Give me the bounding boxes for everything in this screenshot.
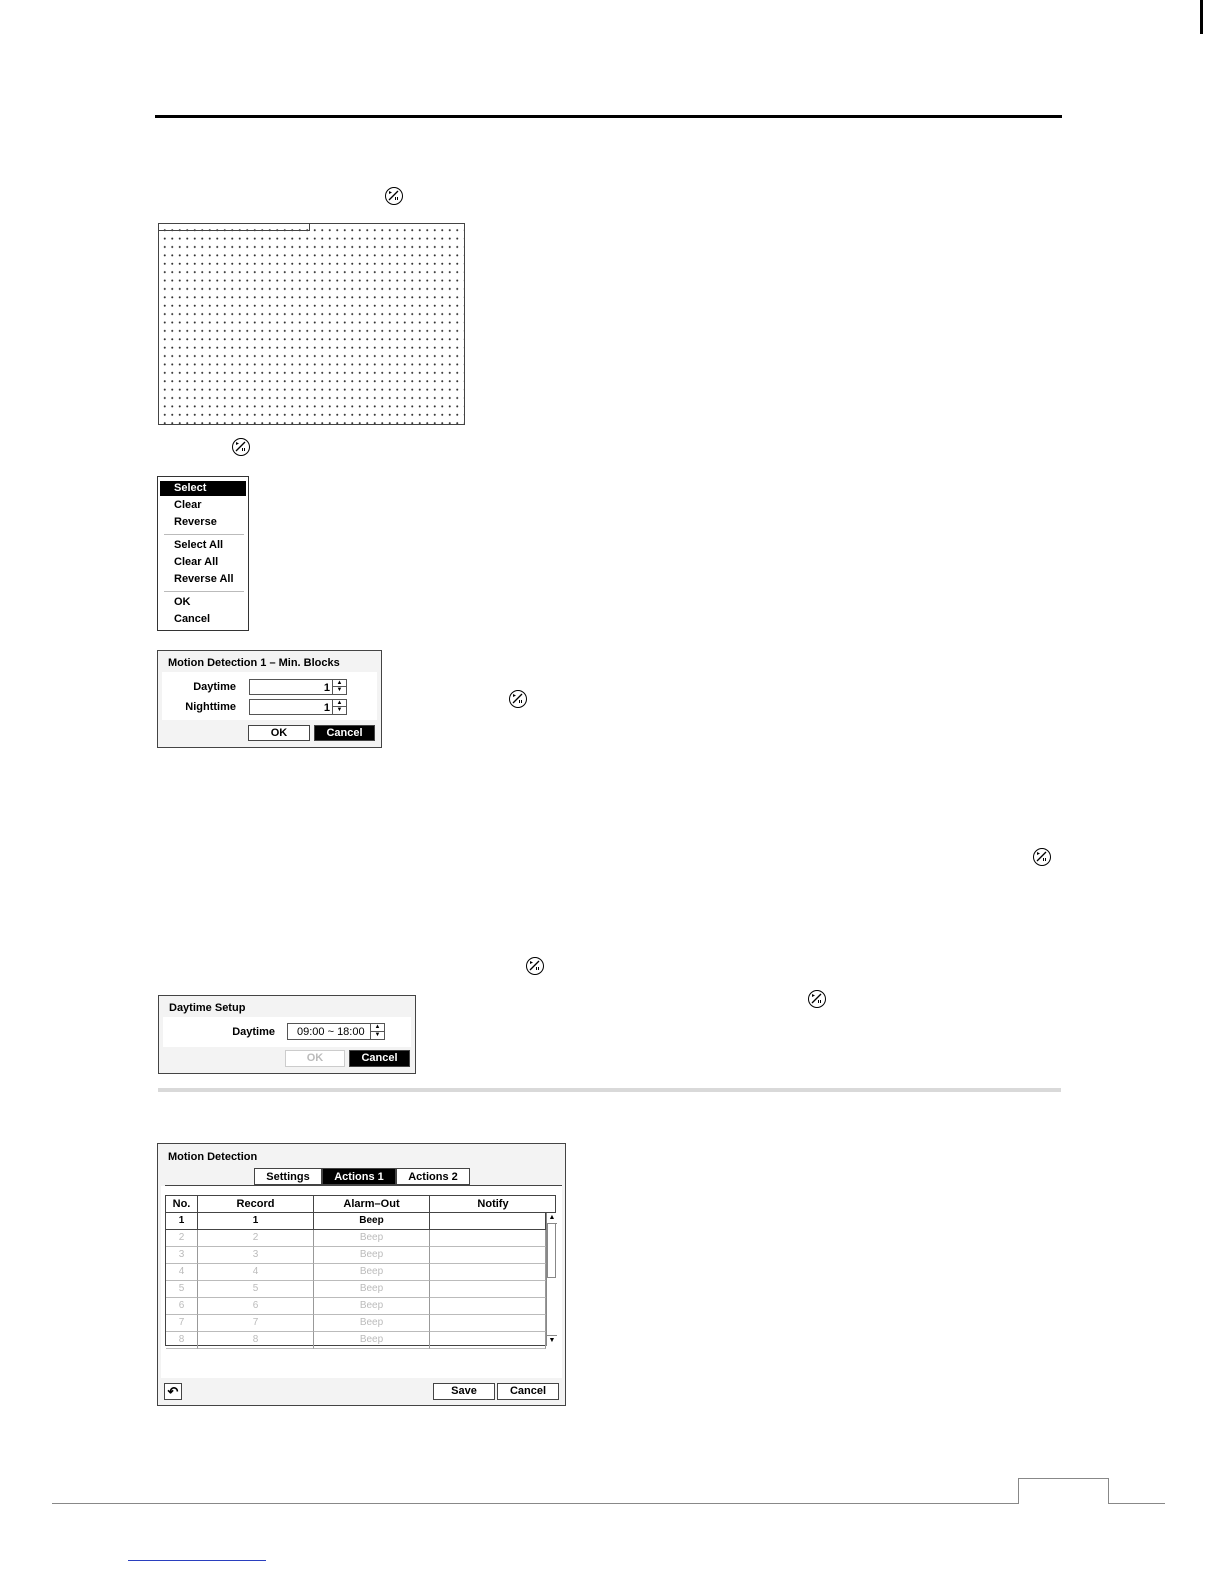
table-cell-alarm-out[interactable]: Beep <box>314 1213 430 1230</box>
table-cell-notify[interactable] <box>430 1230 546 1247</box>
spin-down-icon[interactable]: ▼ <box>336 687 343 693</box>
cancel-button[interactable]: Cancel <box>497 1383 559 1400</box>
page-number-tab <box>1018 1478 1109 1504</box>
table-cell-alarm-out[interactable]: Beep <box>314 1264 430 1281</box>
menu-item-clear[interactable]: Clear <box>174 499 202 511</box>
spin-up-icon[interactable]: ▲ <box>371 1024 384 1032</box>
spin-down-icon[interactable]: ▼ <box>336 707 343 713</box>
menu-item-clear-all[interactable]: Clear All <box>174 556 219 568</box>
daytime-blocks-value: 1 <box>323 682 330 694</box>
header-rule <box>155 115 1062 118</box>
table-cell-no[interactable]: 6 <box>166 1298 198 1315</box>
nighttime-label: Nighttime <box>185 701 236 713</box>
table-cell-alarm-out[interactable]: Beep <box>314 1230 430 1247</box>
table-cell-alarm-out[interactable]: Beep <box>314 1298 430 1315</box>
table-cell-record[interactable]: 7 <box>198 1315 314 1332</box>
table-cell-notify[interactable] <box>430 1298 546 1315</box>
menu-separator <box>164 534 244 535</box>
back-icon[interactable]: ↶ <box>164 1383 182 1400</box>
menu-separator <box>164 591 244 592</box>
table-cell-alarm-out[interactable]: Beep <box>314 1247 430 1264</box>
table-cell-notify[interactable] <box>430 1315 546 1332</box>
nighttime-blocks-spinner[interactable] <box>249 699 347 715</box>
table-cell-no[interactable]: 3 <box>166 1247 198 1264</box>
menu-item-reverse-all[interactable]: Reverse All <box>174 573 234 585</box>
table-cell-record[interactable]: 1 <box>198 1213 314 1230</box>
table-cell-no[interactable]: 2 <box>166 1230 198 1247</box>
daytime-range-spinner[interactable] <box>287 1023 385 1040</box>
table-cell-record[interactable]: 8 <box>198 1332 314 1349</box>
table-cell-notify[interactable] <box>430 1213 546 1230</box>
table-cell-notify[interactable] <box>430 1332 546 1349</box>
dialog-title: Daytime Setup <box>169 1002 246 1014</box>
section-divider <box>158 1088 1061 1092</box>
spin-up-icon[interactable]: ▲ <box>333 680 346 687</box>
menu-item-select[interactable]: Select <box>160 481 246 496</box>
cancel-button[interactable]: Cancel <box>314 725 375 741</box>
play-pause-icon <box>526 957 544 975</box>
min-blocks-dialog <box>157 650 382 748</box>
table-cell-record[interactable]: 4 <box>198 1264 314 1281</box>
menu-item-cancel[interactable]: Cancel <box>174 613 211 625</box>
table-cell-no[interactable]: 4 <box>166 1264 198 1281</box>
dialog-title: Motion Detection 1 – Min. Blocks <box>168 657 340 669</box>
page-edge-marker <box>1200 0 1203 34</box>
tab-actions-1[interactable]: Actions 1 <box>322 1168 396 1185</box>
save-button[interactable]: Save <box>433 1383 495 1400</box>
table-cell-alarm-out[interactable]: Beep <box>314 1315 430 1332</box>
column-header-notify: Notify <box>430 1196 556 1213</box>
spin-down-icon[interactable]: ▼ <box>374 1031 381 1038</box>
table-cell-notify[interactable] <box>430 1247 546 1264</box>
cancel-button[interactable]: Cancel <box>349 1050 410 1067</box>
table-cell-alarm-out[interactable]: Beep <box>314 1281 430 1298</box>
play-pause-icon <box>385 187 403 205</box>
spin-up-icon[interactable]: ▲ <box>333 700 346 707</box>
play-pause-icon <box>1033 848 1051 866</box>
table-cell-record[interactable]: 3 <box>198 1247 314 1264</box>
table-cell-record[interactable]: 6 <box>198 1298 314 1315</box>
table-cell-record[interactable]: 5 <box>198 1281 314 1298</box>
daytime-setup-dialog <box>158 995 416 1074</box>
scroll-down-icon[interactable]: ▼ <box>548 1337 556 1344</box>
tab-settings[interactable]: Settings <box>254 1168 322 1185</box>
table-cell-no[interactable]: 7 <box>166 1315 198 1332</box>
daytime-blocks-spinner[interactable] <box>249 679 347 695</box>
column-header-alarm-out: Alarm–Out <box>314 1196 430 1213</box>
column-header-record: Record <box>198 1196 314 1213</box>
table-cell-no[interactable]: 8 <box>166 1332 198 1349</box>
table-cell-notify[interactable] <box>430 1264 546 1281</box>
nighttime-blocks-value: 1 <box>323 702 330 714</box>
daytime-label: Daytime <box>193 681 236 693</box>
table-cell-notify[interactable] <box>430 1281 546 1298</box>
scroll-thumb[interactable] <box>547 1223 556 1278</box>
daytime-label: Daytime <box>232 1026 275 1038</box>
play-pause-icon <box>232 438 250 456</box>
footer-rule <box>52 1503 1165 1504</box>
table-cell-alarm-out[interactable]: Beep <box>314 1332 430 1349</box>
grid-selection-cursor <box>158 223 310 231</box>
table-cell-no[interactable]: 1 <box>166 1213 198 1230</box>
area-popup-menu <box>157 476 249 631</box>
menu-item-select-all[interactable]: Select All <box>174 539 224 551</box>
ok-button[interactable]: OK <box>248 725 310 741</box>
table-cell-record[interactable]: 2 <box>198 1230 314 1247</box>
daytime-range-value: 09:00 ~ 18:00 <box>297 1026 365 1038</box>
menu-item-ok[interactable]: OK <box>174 596 191 608</box>
actions-table <box>165 1195 556 1346</box>
ok-button[interactable]: OK <box>285 1050 345 1067</box>
panel-title: Motion Detection <box>168 1151 258 1163</box>
table-cell-no[interactable]: 5 <box>166 1281 198 1298</box>
play-pause-icon <box>509 690 527 708</box>
menu-item-reverse[interactable]: Reverse <box>174 516 217 528</box>
tab-actions-2[interactable]: Actions 2 <box>396 1168 470 1185</box>
motion-area-grid[interactable] <box>158 223 465 425</box>
table-scrollbar[interactable] <box>546 1213 557 1346</box>
scroll-up-icon[interactable]: ▲ <box>547 1213 557 1224</box>
play-pause-icon <box>808 990 826 1008</box>
footer-link-underline <box>128 1560 266 1561</box>
column-header-no: No. <box>166 1196 198 1213</box>
